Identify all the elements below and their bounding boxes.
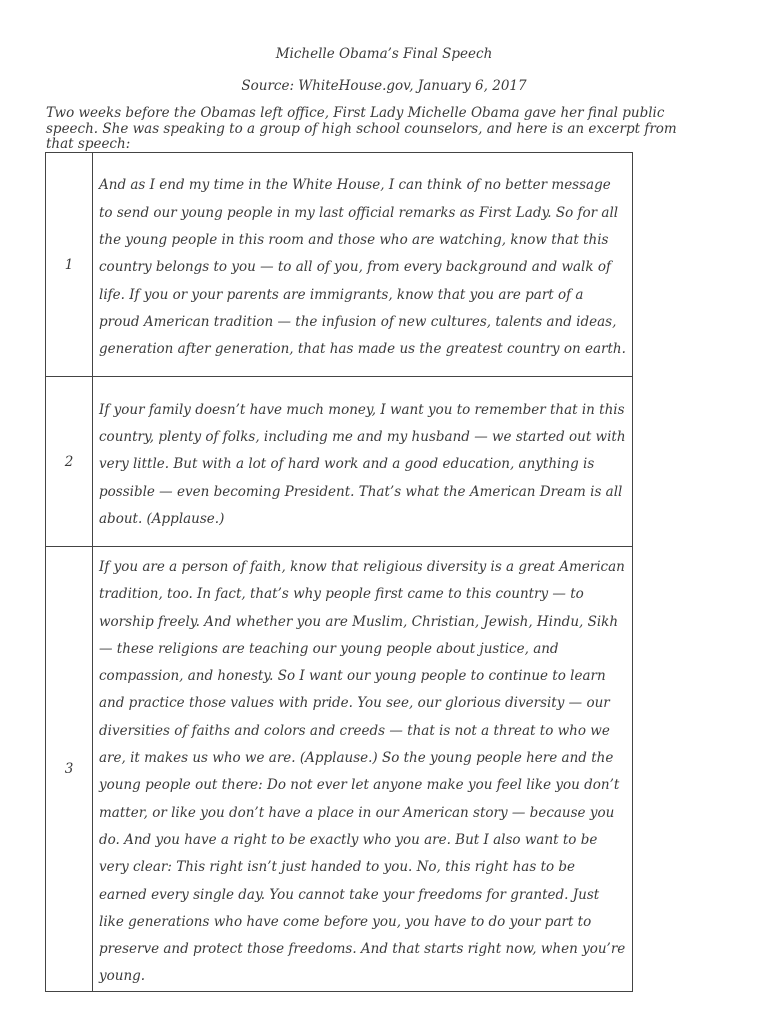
table-row	[46, 377, 633, 547]
paragraph-number: 1	[46, 153, 93, 377]
document-title: Michelle Obama’s Final Speech	[275, 46, 493, 62]
table-row	[46, 153, 633, 377]
paragraph-text: If you are a person of faith, know that religious diversity is a great American tradition, too. In fact, that’s why people first came to this country — to worship freely. And whether you are Muslim, Christian, Jewish, Hindu, Sikh — these religions are teaching our young people about justice, and compassion, and honesty. So I want our young people to continue to learn and practice those values with pride. You see, our glorious diversity — our diversities of faiths and colors and creeds — that is not a threat to who we are, it makes us who we are. (Applause.) So the young people here and the young people out there: Do not ever let anyone make you feel like you don’t matter, or like you don’t have a place in our American story — because you do. And you have a right to be exactly who you are. But I also want to be very clear: This right isn’t just handed to you. No, this right has to be earned every single day. You cannot take your freedoms for granted. Just like generations who have come before you, you have to do your part to preserve and protect those freedoms. And that starts right now, when you’re young.	[93, 547, 633, 992]
speech-excerpt-table	[45, 152, 633, 992]
intro-paragraph: Two weeks before the Obamas left office, First Lady Michelle Obama gave her final public speech. She was speaking to a group of high school counselors, and here is an excerpt from that speech:	[46, 105, 677, 152]
paragraph-text: If your family doesn’t have much money, I want you to remember that in this country, plenty of folks, including me and my husband — we started out with very little. But with a lot of hard work and a good education, anything is possible — even becoming President. That’s what the American Dream is all about. (Applause.)	[93, 377, 633, 547]
document-source: Source: WhiteHouse.gov, January 6, 2017	[241, 78, 527, 94]
paragraph-number: 3	[46, 547, 93, 992]
paragraph-number: 2	[46, 377, 93, 547]
paragraph-text: And as I end my time in the White House, I can think of no better message to send our young people in my last official remarks as First Lady. So for all the young people in this room and those who are watching, know that this country belongs to you — to all of you, from every background and walk of life. If you or your parents are immigrants, know that you are part of a proud American tradition — the infusion of new cultures, talents and ideas, generation after generation, that has made us the greatest country on earth.	[93, 153, 633, 377]
table-row	[46, 547, 633, 992]
